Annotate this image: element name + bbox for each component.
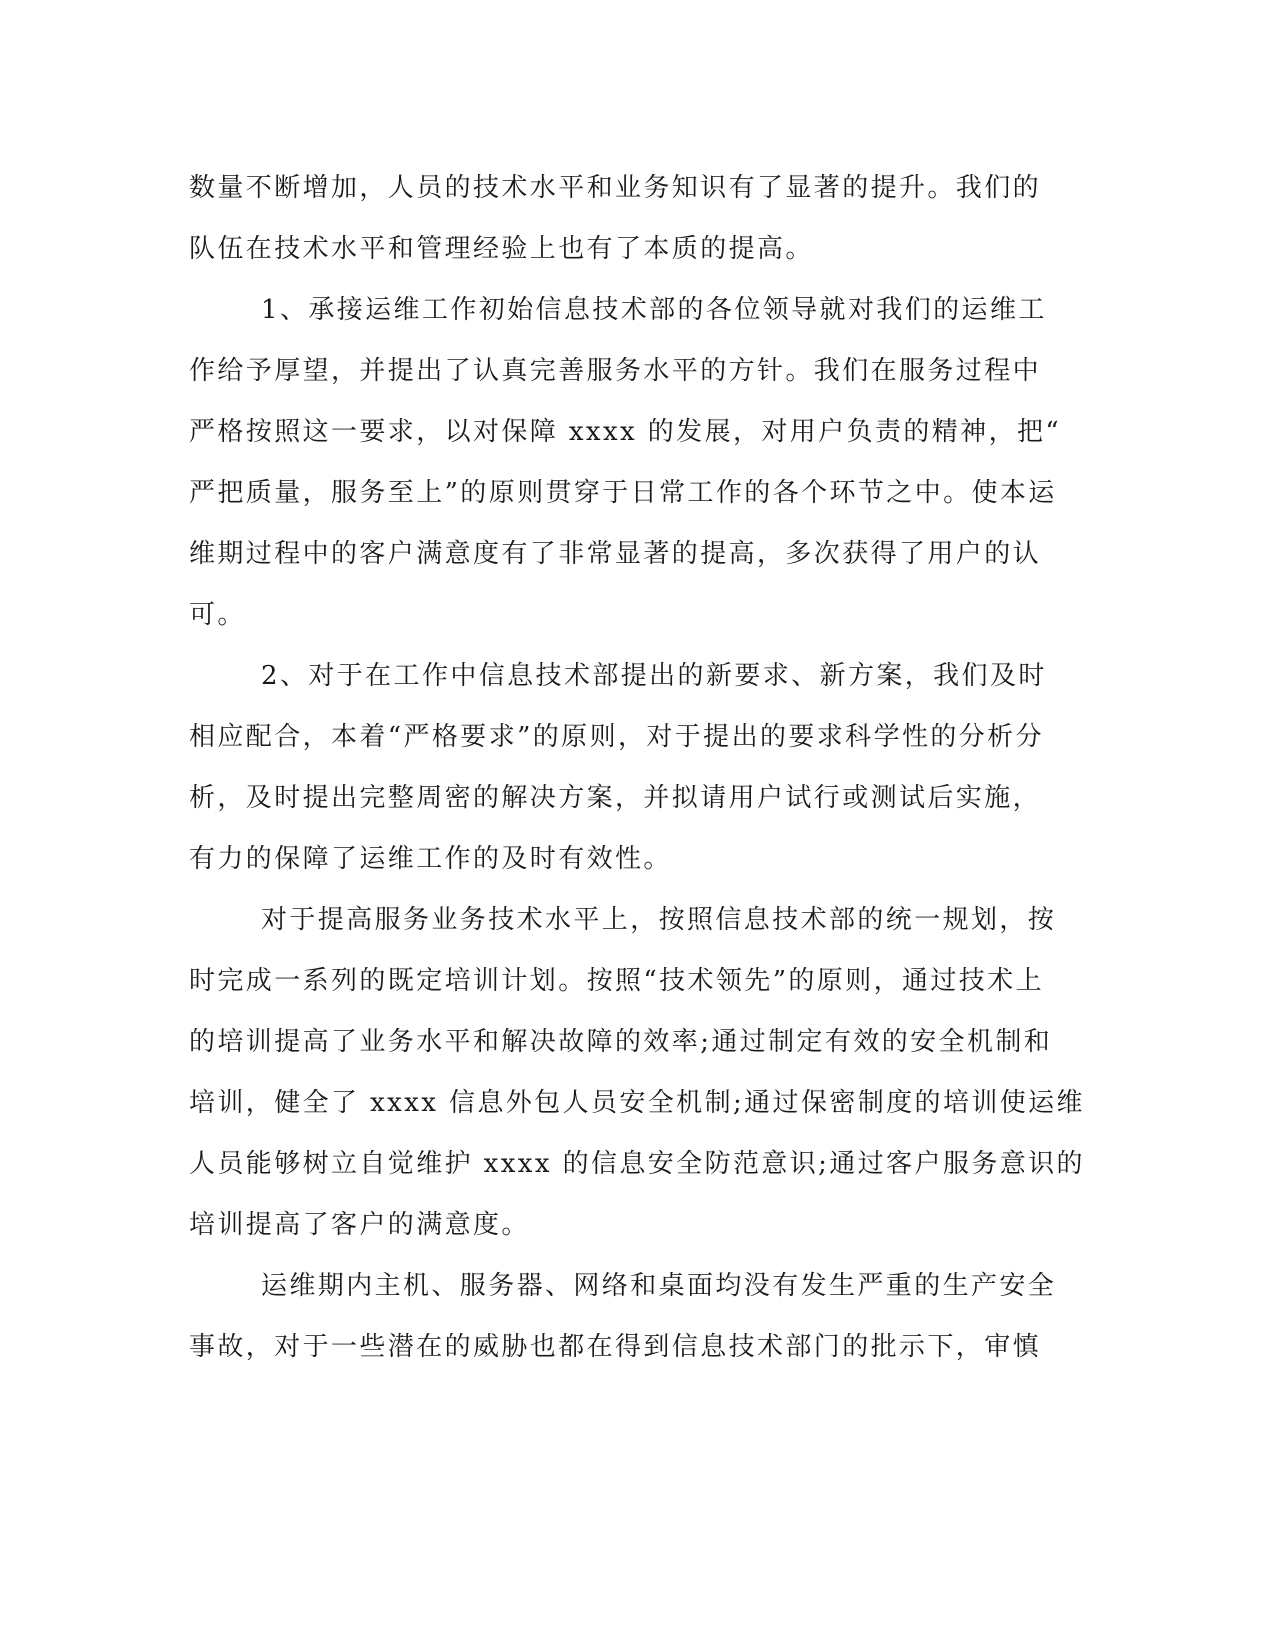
document-body	[189, 158, 1089, 1378]
text-line: 有力的保障了运维工作的及时有效性。	[189, 844, 672, 874]
text-line: 队伍在技术水平和管理经验上也有了本质的提高。	[189, 234, 814, 264]
paragraph-start-line: 运维期内主机、服务器、网络和桌面均没有发生严重的生产安全	[261, 1271, 1057, 1301]
paragraph-start-line: 2、对于在工作中信息技术部提出的新要求、新方案，我们及时	[261, 661, 1047, 691]
paragraph-start-line: 1、承接运维工作初始信息技术部的各位领导就对我们的运维工	[261, 295, 1047, 325]
text-line: 的培训提高了业务水平和解决故障的效率;通过制定有效的安全机制和	[189, 1027, 1053, 1057]
text-line: 培训，健全了 xxxx 信息外包人员安全机制;通过保密制度的培训使运维	[189, 1088, 1085, 1118]
text-line: 严把质量，服务至上”的原则贯穿于日常工作的各个环节之中。使本运	[189, 478, 1057, 508]
text-line: 维期过程中的客户满意度有了非常显著的提高，多次获得了用户的认	[189, 539, 1042, 569]
text-line: 事故，对于一些潜在的威胁也都在得到信息技术部门的批示下，审慎	[189, 1332, 1042, 1362]
text-line: 析，及时提出完整周密的解决方案，并拟请用户试行或测试后实施，	[189, 783, 1042, 813]
text-line: 培训提高了客户的满意度。	[189, 1210, 530, 1240]
text-line: 严格按照这一要求，以对保障 xxxx 的发展，对用户负责的精神，把“	[189, 417, 1062, 447]
paragraph-start-line: 对于提高服务业务技术水平上，按照信息技术部的统一规划，按	[261, 905, 1057, 935]
text-line: 作给予厚望，并提出了认真完善服务水平的方针。我们在服务过程中	[189, 356, 1042, 386]
text-line: 数量不断增加，人员的技术水平和业务知识有了显著的提升。我们的	[189, 173, 1042, 203]
text-line: 可。	[189, 600, 246, 630]
text-line: 时完成一系列的既定培训计划。按照“技术领先”的原则，通过技术上	[189, 966, 1044, 996]
text-line: 相应配合，本着“严格要求”的原则，对于提出的要求科学性的分析分	[189, 722, 1044, 752]
text-line: 人员能够树立自觉维护 xxxx 的信息安全防范意识;通过客户服务意识的	[189, 1149, 1085, 1179]
